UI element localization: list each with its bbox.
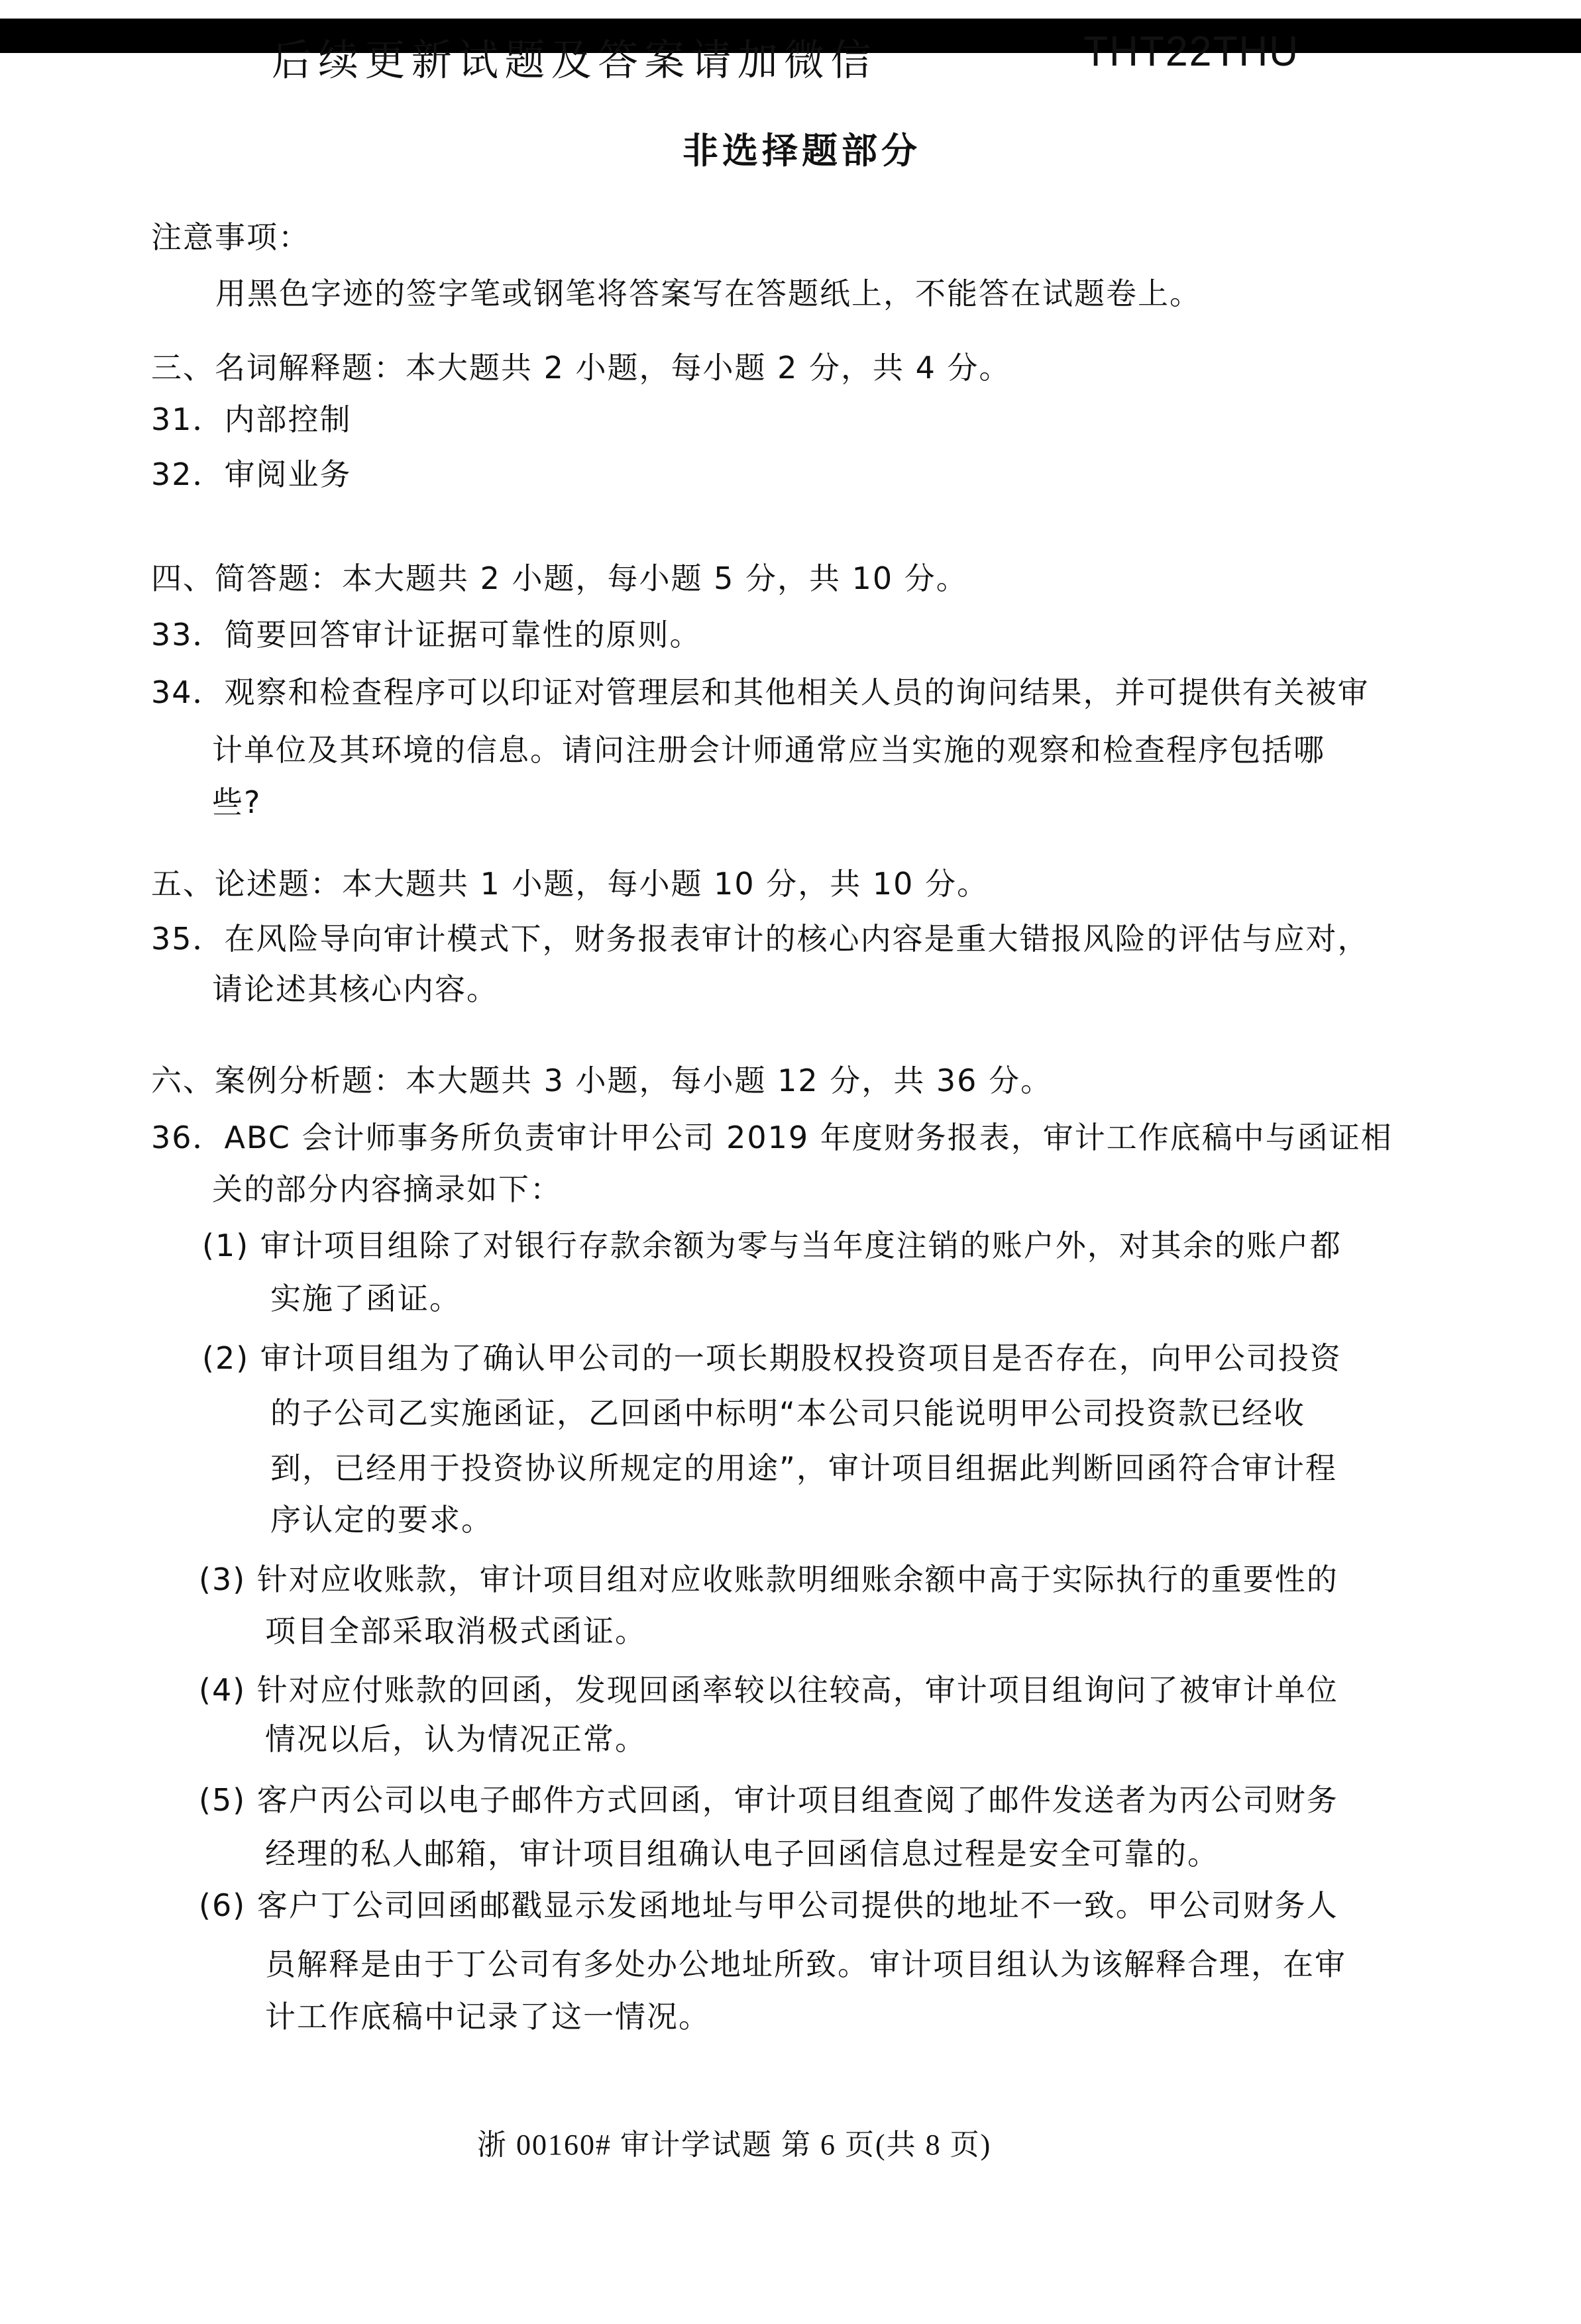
- question-32: 32．审阅业务: [151, 456, 352, 492]
- section-title: 非选择题部分: [682, 130, 921, 172]
- section-heading-6: 六、案例分析题：本大题共 3 小题，每小题 12 分，共 36 分。: [151, 1063, 1053, 1098]
- item-1-line-2: 实施了函证。: [270, 1281, 461, 1316]
- item-3-line-2: 项目全部采取消极式函证。: [265, 1613, 647, 1649]
- item-2-line-1: (2) 审计项目组为了确认甲公司的一项长期股权投资项目是否存在，向甲公司投资: [202, 1340, 1342, 1376]
- question-34-line-2: 计单位及其环境的信息。请问注册会计师通常应当实施的观察和检查程序包括哪: [212, 732, 1325, 768]
- item-6-line-3: 计工作底稿中记录了这一情况。: [265, 1999, 710, 2034]
- question-35-line-1: 35．在风险导向审计模式下，财务报表审计的核心内容是重大错报风险的评估与应对，: [151, 921, 1370, 957]
- question-36-line-1: 36．ABC 会计师事务所负责审计甲公司 2019 年度财务报表，审计工作底稿中与函证相: [151, 1120, 1393, 1155]
- page-footer: 浙 00160# 审计学试题 第 6 页(共 8 页): [477, 2129, 992, 2161]
- item-2-line-3: 到，已经用于投资协议所规定的用途”，审计项目组据此判断回函符合审计程: [270, 1450, 1337, 1486]
- item-3-line-1: (3) 针对应收账款，审计项目组对应收账款明细账余额中高于实际执行的重要性的: [199, 1561, 1338, 1597]
- question-34-line-1: 34．观察和检查程序可以印证对管理层和其他相关人员的询问结果，并可提供有关被审: [151, 674, 1370, 710]
- cropped-header-code: THT22THU: [1083, 27, 1299, 75]
- item-2-line-2: 的子公司乙实施函证，乙回函中标明“本公司只能说明甲公司投资款已经收: [270, 1395, 1305, 1431]
- item-1-line-1: (1) 审计项目组除了对银行存款余额为零与当年度注销的账户外，对其余的账户都: [202, 1228, 1342, 1263]
- notice-label: 注意事项：: [151, 219, 310, 255]
- notice-text: 用黑色字迹的签字笔或钢笔将答案写在答题纸上，不能答在试题卷上。: [215, 276, 1201, 311]
- item-5-line-2: 经理的私人邮箱，审计项目组确认电子回函信息过程是安全可靠的。: [265, 1836, 1219, 1872]
- question-36-line-2: 关的部分内容摘录如下：: [212, 1171, 562, 1207]
- question-31: 31．内部控制: [151, 401, 352, 437]
- cropped-header: [0, 27, 1581, 85]
- item-4-line-2: 情况以后，认为情况正常。: [265, 1721, 647, 1757]
- item-4-line-1: (4) 针对应付账款的回函，发现回函率较以往较高，审计项目组询问了被审计单位: [199, 1672, 1338, 1708]
- cropped-header-text: 后续更新试题及答案请加微信: [272, 36, 877, 85]
- section-heading-5: 五、论述题：本大题共 1 小题，每小题 10 分，共 10 分。: [151, 866, 989, 902]
- section-heading-4: 四、简答题：本大题共 2 小题，每小题 5 分，共 10 分。: [151, 560, 968, 596]
- item-2-line-4: 序认定的要求。: [270, 1502, 493, 1538]
- item-6-line-1: (6) 客户丁公司回函邮戳显示发函地址与甲公司提供的地址不一致。甲公司财务人: [199, 1887, 1338, 1923]
- question-35-line-2: 请论述其核心内容。: [212, 971, 498, 1007]
- section-heading-3: 三、名词解释题：本大题共 2 小题，每小题 2 分，共 4 分。: [151, 350, 1011, 386]
- question-34-line-3: 些?: [212, 784, 262, 820]
- question-33: 33．简要回答审计证据可靠性的原则。: [151, 617, 702, 653]
- item-5-line-1: (5) 客户丙公司以电子邮件方式回函，审计项目组查阅了邮件发送者为丙公司财务: [199, 1782, 1338, 1818]
- item-6-line-2: 员解释是由于丁公司有多处办公地址所致。审计项目组认为该解释合理，在审: [265, 1946, 1346, 1982]
